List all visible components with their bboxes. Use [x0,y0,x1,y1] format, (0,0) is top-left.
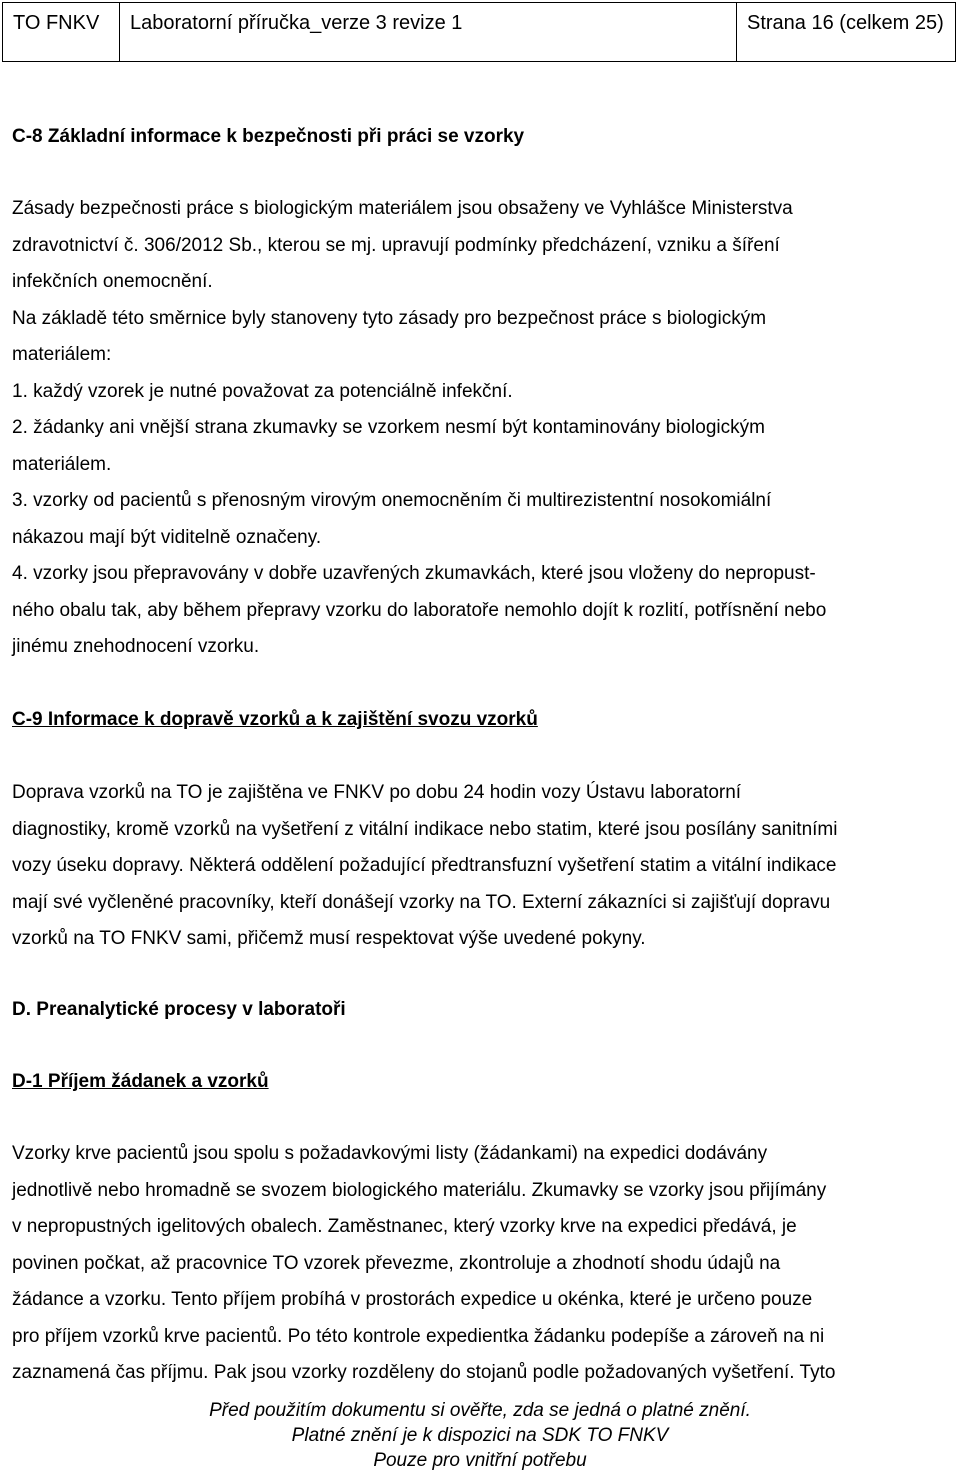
page-footer [0,1398,960,1473]
section-c9-body [12,775,942,958]
text-line: pro příjem vzorků krve pacientů. Po této kontrole expedientka žádanku podepíše a zároveň na ni [12,1325,825,1347]
text-line: vzorků na TO FNKV sami, přičemž musí respektovat výše uvedené pokyny. [12,928,646,949]
text-line: zdravotnictví č. 306/2012 Sb., kterou se mj. upravují podmínky předcházení, vzniku a šíření [12,234,780,256]
section-c9-title: C-9 Informace k dopravě vzorků a k zajištění svozu vzorků [12,709,538,730]
footer-availability-note: Platné znění je k dispozici na SDK TO FNKV [291,1425,669,1446]
text-line: Zásady bezpečnosti práce s biologickým materiálem jsou obsaženy ve Vyhlášce Ministerstva [12,198,793,219]
section-c8-body [12,191,942,666]
page-header [2,2,956,62]
text-line: vozy úseku dopravy. Některá oddělení požadující předtransfuzní vyšetření statim a vitální indikace [12,855,837,876]
section-d1-body [12,1136,942,1392]
text-line: materiálem: [12,344,112,365]
list-item-2: 2. žádanky ani vnější strana zkumavky se vzorkem nesmí být kontaminovány biologickým [12,417,765,438]
text-line: povinen počkat, až pracovnice TO vzorek převezme, zkontroluje a zhodnotí shodu údajů na [12,1252,781,1274]
text-line: infekčních onemocnění. [12,271,213,292]
header-org: TO FNKV [3,3,120,61]
text-line: nákazou mají být viditelně označeny. [12,526,322,548]
list-item-4: 4. vzorky jsou přepravovány v dobře uzavřených zkumavkách, které jsou vloženy do nepropust- [12,563,816,584]
section-d1-title: D-1 Příjem žádanek a vzorků [12,1071,269,1092]
text-line: mají své vyčleněné pracovníky, kteří donášejí vzorky na TO. Externí zákazníci si zajišťují dopravu [12,891,831,913]
section-d-title: D. Preanalytické procesy v laboratoři [12,999,346,1020]
text-line: materiálem. [12,453,112,475]
footer-validity-note: Před použitím dokumentu si ověřte, zda se jedná o platné znění. [209,1400,751,1421]
header-doc-title: Laboratorní příručka_verze 3 revize 1 [120,3,737,61]
section-c8-title: C-8 Základní informace k bezpečnosti při práci se vzorky [12,126,525,147]
text-line: ného obalu tak, aby během přepravy vzorku do laboratoře nemohlo dojít k rozlití, potřísnění nebo [12,599,827,621]
text-line: Na základě této směrnice byly stanoveny tyto zásady pro bezpečnost práce s biologickým [12,307,767,329]
text-line: žádance a vzorku. Tento příjem probíhá v prostorách expedice u okénka, které je určeno pouze [12,1289,813,1310]
text-line: zaznamená čas příjmu. Pak jsou vzorky rozděleny do stojanů podle požadovaných vyšetření. Tyto [12,1362,836,1383]
text-line: Doprava vzorků na TO je zajištěna ve FNKV po dobu 24 hodin vozy Ústavu laboratorní [12,782,742,803]
list-item-1: 1. každý vzorek je nutné považovat za potenciálně infekční. [12,380,513,402]
text-line: jednotlivě nebo hromadně se svozem biologického materiálu. Zkumavky se vzorky jsou přijímány [12,1179,827,1201]
header-page-info: Strana 16 (celkem 25) [747,12,944,34]
footer-internal-use-note: Pouze pro vnitřní potřebu [373,1450,587,1471]
text-line: Vzorky krve pacientů jsou spolu s požadavkovými listy (žádankami) na expedici dodávány [12,1143,768,1164]
text-line: jinému znehodnocení vzorku. [12,636,260,657]
list-item-3: 3. vzorky od pacientů s přenosným virovým onemocněním či multirezistentní nosokomiální [12,490,772,511]
text-line: diagnostiky, kromě vzorků na vyšetření z vitální indikace nebo statim, které jsou posílány sanitními [12,818,838,840]
text-line: v nepropustných igelitových obalech. Zaměstnanec, který vzorky krve na expedici předává, je [12,1216,797,1237]
